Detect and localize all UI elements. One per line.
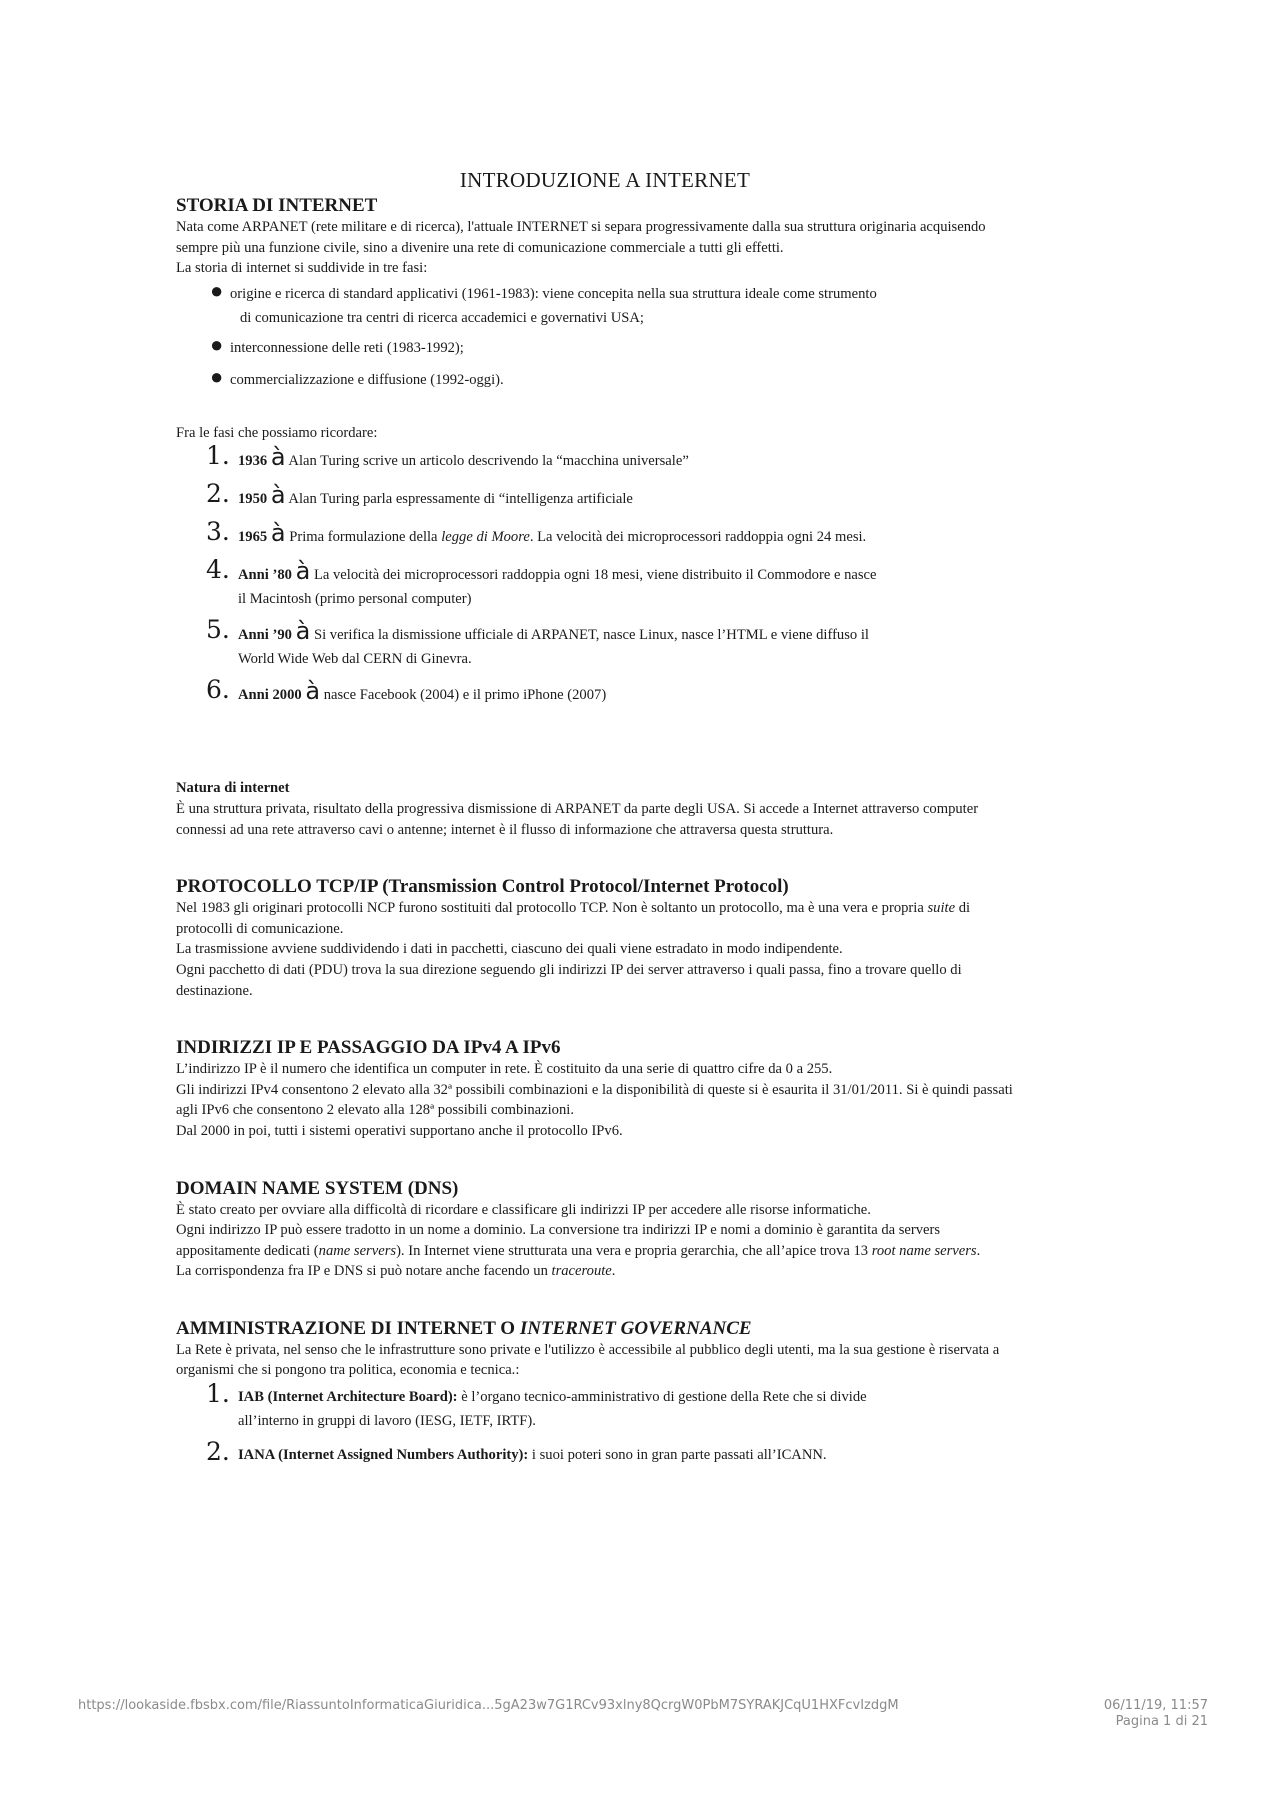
paragraph-dns-1: È stato creato per ovviare alla difficoltà di ricordare e classificare gli indirizzi IP per accedere alle risorse informatiche. bbox=[176, 1201, 871, 1218]
arrow-icon: à bbox=[295, 557, 311, 586]
governance-list bbox=[176, 1379, 1016, 1468]
document-page bbox=[176, 168, 1016, 1479]
timeline-item: 1. 1936 à Alan Turing scrive un articolo descrivendo la “macchina universale” bbox=[206, 441, 689, 472]
footer-meta bbox=[1104, 1698, 1208, 1730]
section-governance bbox=[176, 1318, 1016, 1468]
paragraph-storia-2: La storia di internet si suddivide in tre fasi: bbox=[176, 260, 428, 277]
heading-storia: STORIA DI INTERNET bbox=[176, 195, 378, 216]
section-tcp-ip bbox=[176, 876, 1016, 1001]
paragraph-storia-1: Nata come ARPANET (rete militare e di ricerca), l'attuale INTERNET si separa progressivamente dalla sua struttura originaria acquisendo sempre più una funzione civile, sino a divenire una rete di comunicazione commerciale a tutti gli effetti. bbox=[176, 219, 986, 256]
paragraph-ip-2: Gli indirizzi IPv4 consentono 2 elevato alla 32ª possibili combinazioni e la disponibilità di queste si è esaurita il 31/01/2011. Si è quindi passati agli IPv6 che consentono 2 elevato alla 128ª possibili combinazioni. bbox=[176, 1081, 1013, 1119]
list-item: ● interconnessione delle reti (1983-1992); bbox=[210, 331, 464, 357]
bullet-icon: ● bbox=[210, 277, 224, 303]
paragraph-dns-3: La corrispondenza fra IP e DNS si può notare anche facendo un traceroute. bbox=[176, 1263, 616, 1280]
document-title: INTRODUZIONE A INTERNET bbox=[459, 168, 751, 192]
paragraph-ip-1: L’indirizzo IP è il numero che identifica un computer in rete. È costituito da una serie di quattro cifre da 0 a 255. bbox=[176, 1061, 833, 1078]
heading-dns: DOMAIN NAME SYSTEM (DNS) bbox=[176, 1177, 459, 1199]
section-ip bbox=[176, 1037, 1016, 1141]
section-dns bbox=[176, 1178, 1016, 1282]
list-item: ● commercializzazione e diffusione (1992-oggi). bbox=[210, 363, 504, 389]
paragraph-dns-2: Ogni indirizzo IP può essere tradotto in un nome a dominio. La conversione tra indirizzi IP e nomi a dominio è garantita da servers appositamente dedicati (name servers). In Internet viene strutturata una vera e propria gerarchia, che all’apice trova 13 root name servers. bbox=[176, 1222, 981, 1259]
arrow-icon: à bbox=[270, 481, 286, 510]
paragraph-tcp-3: Ogni pacchetto di dati (PDU) trova la sua direzione seguendo gli indirizzi IP dei server attraverso i quali passa, fino a trovare quello di destinazione. bbox=[176, 961, 962, 999]
footer-url: https://lookaside.fbsbx.com/file/RiassuntoInformaticaGiuridica...5gA23w7G1RCv93xlny8QcrgW0PbM7SYRAKJCqU1HXFcvIzdgM bbox=[78, 1698, 899, 1713]
timeline-item: 5. Anni ’90 à Si verifica la dismissione ufficiale di ARPANET, nasce Linux, nasce l’HTML e viene diffuso il World Wide Web dal CERN di Ginevra. bbox=[206, 615, 869, 668]
arrow-icon: à bbox=[270, 443, 286, 472]
paragraph-tcp-2: La trasmissione avviene suddividendo i dati in pacchetti, ciascuno dei quali viene estradato in modo indipendente. bbox=[176, 941, 843, 958]
heading-governance: AMMINISTRAZIONE DI INTERNET O INTERNET GOVERNANCE bbox=[176, 1317, 752, 1339]
timeline-list bbox=[176, 441, 1016, 708]
list-item: 2. IANA (Internet Assigned Numbers Authority): i suoi poteri sono in gran parte passati all’ICANN. bbox=[206, 1437, 827, 1467]
list-item: ● origine e ricerca di standard applicativi (1961-1983): viene concepita nella sua struttura ideale come strumento di comunicazione tra centri di ricerca accademici e governativi USA; bbox=[210, 277, 877, 326]
footer-datetime: 06/11/19, 11:57 bbox=[1103, 1698, 1208, 1713]
paragraph-natura: È una struttura privata, risultato della progressiva dismissione di ARPANET da parte degli USA. Si accede a Internet attraverso computer connessi ad una rete attraverso cavi o antenne; internet è il flusso di informazione che attraversa questa struttura. bbox=[176, 800, 979, 838]
timeline-item: 2. 1950 à Alan Turing parla espressamente di “intelligenza artificiale bbox=[206, 479, 633, 510]
timeline-item: 3. 1965 à Prima formulazione della legge di Moore. La velocità dei microprocessori raddoppia ogni 24 mesi. bbox=[206, 517, 867, 548]
arrow-icon: à bbox=[305, 677, 321, 706]
section-natura bbox=[176, 778, 1016, 840]
section-storia bbox=[176, 195, 1016, 708]
timeline-item: 6. Anni 2000 à nasce Facebook (2004) e il primo iPhone (2007) bbox=[206, 675, 607, 706]
arrow-icon: à bbox=[295, 617, 311, 646]
heading-natura: Natura di internet bbox=[176, 780, 290, 797]
heading-ip: INDIRIZZI IP E PASSAGGIO DA IPv4 A IPv6 bbox=[176, 1037, 561, 1059]
footer-page-number: Pagina 1 di 21 bbox=[1115, 1714, 1208, 1729]
fasi-list bbox=[176, 277, 1016, 393]
paragraph-tcp-1: Nel 1983 gli originari protocolli NCP furono sostituiti dal protocollo TCP. Non è soltanto un protocollo, ma è una vera e propria suite di protocolli di comunicazione. bbox=[176, 900, 971, 937]
paragraph-ip-3: Dal 2000 in poi, tutti i sistemi operativi supportano anche il protocollo IPv6. bbox=[176, 1122, 623, 1139]
list-item: 1. IAB (Internet Architecture Board): è l’organo tecnico-amministrativo di gestione della Rete che si divide all’interno in gruppi di lavoro (IESG, IETF, IRTF). bbox=[206, 1379, 867, 1430]
paragraph-fasi-intro: Fra le fasi che possiamo ricordare: bbox=[176, 424, 378, 441]
paragraph-governance: La Rete è privata, nel senso che le infrastrutture sono private e l'utilizzo è accessibile al pubblico degli utenti, ma la sua gestione è riservata a organismi che si pongono tra politica, economia e tecnica.: bbox=[176, 1341, 1000, 1379]
bullet-icon: ● bbox=[210, 363, 224, 389]
bullet-icon: ● bbox=[210, 331, 224, 357]
arrow-icon: à bbox=[270, 519, 286, 548]
heading-tcp-ip: PROTOCOLLO TCP/IP (Transmission Control Protocol/Internet Protocol) bbox=[176, 876, 789, 898]
timeline-item: 4. Anni ’80 à La velocità dei microprocessori raddoppia ogni 18 mesi, viene distribuito il Commodore e nasce il Macintosh (primo personal computer) bbox=[206, 555, 877, 608]
